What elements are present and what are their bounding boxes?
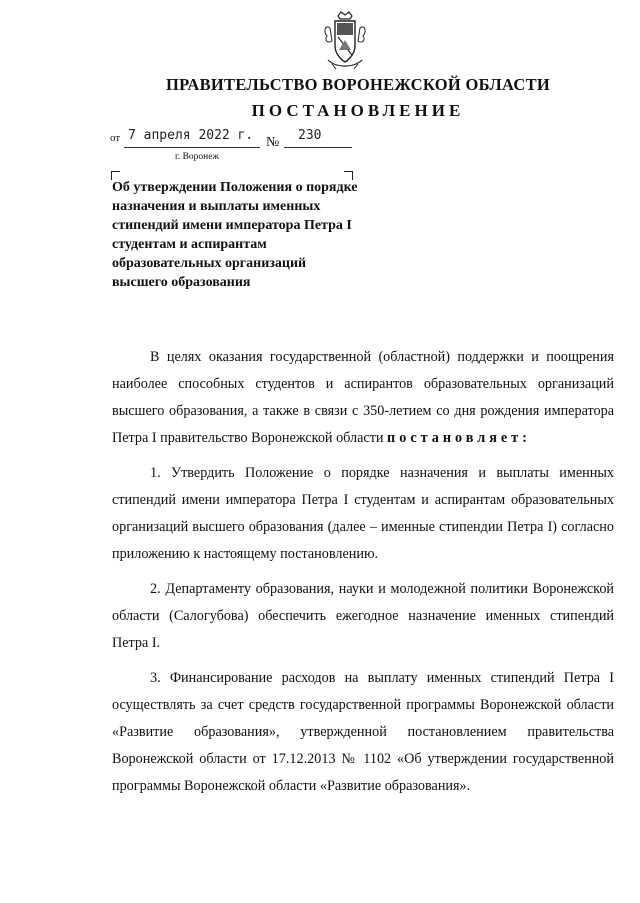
number-label: № [266, 135, 280, 150]
document-subject: Об утверждении Положения о порядке назначения и выплаты именных стипендий имени императора Петра I студентам и аспирантам образовательных организаций высшего образования [112, 180, 358, 290]
date-label: от [110, 132, 121, 144]
coat-of-arms-icon [322, 10, 368, 72]
document-number: 230 [298, 128, 322, 143]
document-date: 7 апреля 2022 г. [128, 128, 254, 143]
city-label: г. Воронеж [175, 152, 220, 162]
document-type-title: ПОСТАНОВЛЕНИЕ [251, 101, 465, 120]
document-body [112, 344, 614, 800]
clause-1: 1. Утвердить Положение о порядке назначения и выплаты именных стипендий имени императора Петра I студентам и аспирантам образовательных организаций высшего образования (далее – именные стипендии Петра I) согласно приложению к настоящему постановлению. [112, 465, 614, 562]
number-underline [284, 147, 352, 148]
preamble-text: В целях оказания государственной (областной) поддержки и поощрения наиболее способных студентов и аспирантов образовательных организаций высшего образования, а также в связи с 350-летием со дня рождения императора Петра I правительство Воронежской области [112, 349, 614, 446]
clause-2: 2. Департаменту образования, науки и молодежной политики Воронежской области (Салогубова) обеспечить ежегодное назначение именных стипендий Петра I. [112, 581, 614, 651]
preamble-paragraph [112, 344, 614, 452]
clause-3: 3. Финансирование расходов на выплату именных стипендий Петра I осуществлять за счет средств государственной программы Воронежской области «Развитие образования», утвержденной постановлением правительства Воронежской области от 17.12.2013 № 1102 «Об утверждении государственной программы Воронежской области «Развитие образования». [112, 670, 614, 794]
date-underline [124, 147, 260, 148]
organization-title: ПРАВИТЕЛЬСТВО ВОРОНЕЖСКОЙ ОБЛАСТИ [165, 75, 551, 94]
decree-word: постановляет: [387, 430, 531, 446]
